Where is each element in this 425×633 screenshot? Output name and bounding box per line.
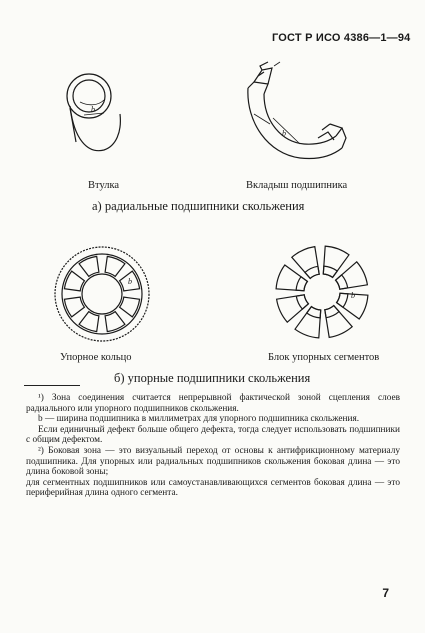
footnote-defect: Если единичный дефект больше общего дефекта, тогда следует использовать подшипники с общим дефектом. bbox=[26, 424, 400, 446]
footnote-1: ¹) Зона соединения считается непрерывной фактической зоной сцепления слоев радиального или упорного подшипников скольжения. bbox=[26, 393, 400, 414]
label-thrust-ring: Упорное кольцо bbox=[60, 352, 132, 363]
liner-drawing bbox=[238, 52, 348, 172]
bushing-drawing bbox=[58, 62, 128, 162]
footnote-2: ²) Боковая зона — это визуальный переход от основы к антифрикционному материалу подшипника. Для упорных или радиальных подшипников скольжения боковая длина — это длина боковой зоны; bbox=[26, 445, 400, 478]
ring-dim-label: b bbox=[128, 277, 132, 286]
bushing-dim-label: b bbox=[91, 105, 95, 114]
label-liner: Вкладыш подшипника bbox=[246, 180, 348, 191]
caption-radial: а) радиальные подшипники скольжения bbox=[92, 199, 305, 213]
thrust-segments-drawing bbox=[260, 240, 384, 346]
thrust-ring-drawing bbox=[42, 244, 162, 346]
page-number: 7 bbox=[382, 586, 389, 600]
footnote-b-definition: b — ширина подшипника в миллиметрах для упорного подшипника скольжения. bbox=[38, 414, 360, 425]
footnote-2-continued: для сегментных подшипников или самоустанавливающихся сегментов боковая длина — это периферийная длина одного сегмента. bbox=[26, 477, 400, 499]
footnote-separator bbox=[24, 385, 80, 386]
label-thrust-segments: Блок упорных сегментов bbox=[268, 352, 380, 363]
label-bushing: Втулка bbox=[88, 180, 120, 191]
footnotes bbox=[26, 393, 400, 499]
liner-dim-label: b bbox=[282, 129, 286, 138]
segments-dim-label: b bbox=[351, 291, 355, 300]
caption-thrust: б) упорные подшипники скольжения bbox=[114, 371, 311, 385]
document-header: ГОСТ Р ИСО 4386—1—94 bbox=[272, 32, 411, 44]
